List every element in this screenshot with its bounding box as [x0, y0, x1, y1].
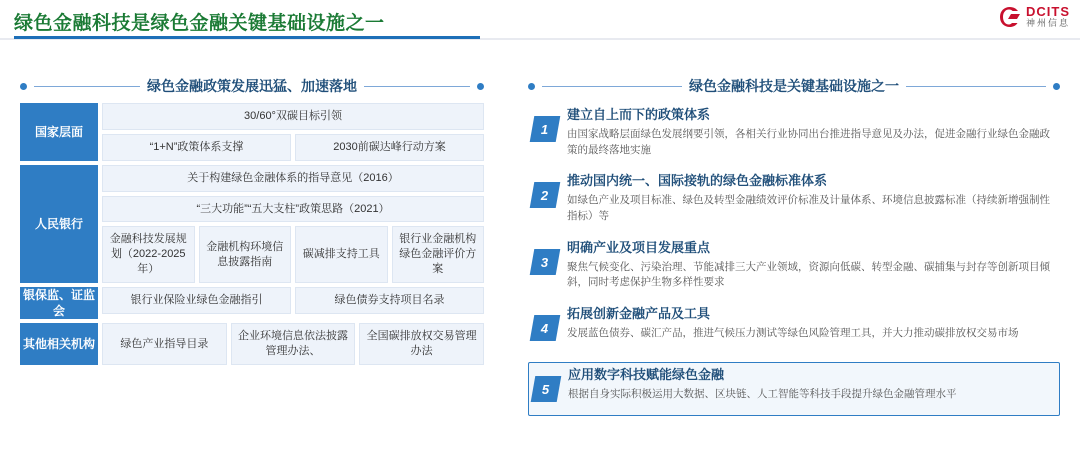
key-point-item[interactable] [528, 169, 1060, 229]
key-point-text [567, 240, 1054, 291]
heading-dot-right-icon [477, 83, 484, 90]
policy-cell-line [102, 226, 484, 283]
policy-cell[interactable]: 绿色债券支持项目名录 [295, 287, 484, 314]
heading-rule-left [542, 86, 682, 87]
heading-rule-right [906, 86, 1046, 87]
policy-row-body [102, 287, 484, 319]
key-point-number-text: 3 [541, 254, 549, 270]
policy-cell-line [102, 165, 484, 192]
key-point-item[interactable] [528, 302, 1060, 356]
key-point-number-badge [530, 116, 561, 142]
brand-name-en: DCITS [1025, 4, 1070, 19]
policy-row-label: 其他相关机构 [20, 323, 98, 365]
page-title: 绿色金融科技是绿色金融关键基础设施之一 [14, 13, 385, 34]
policy-cell-line [102, 103, 484, 130]
policy-cell[interactable]: “三大功能”“五大支柱”政策思路（2021） [102, 196, 484, 223]
policy-row-body [102, 323, 484, 365]
policy-cell[interactable]: 企业环境信息依法披露管理办法、 [231, 323, 356, 365]
policy-cell[interactable]: “1+N”政策体系支撑 [102, 134, 291, 161]
policy-row [20, 103, 484, 161]
policy-row [20, 165, 484, 283]
key-point-number-badge [530, 249, 561, 275]
policy-row-label: 国家层面 [20, 103, 98, 161]
policy-row-label: 银保监、证监会 [20, 287, 98, 319]
key-point-description: 根据自身实际积极运用大数据、区块链、人工智能等科技手段提升绿色金融管理水平 [568, 388, 957, 401]
policy-cell-line [102, 134, 484, 161]
policy-cell-line [102, 196, 484, 223]
heading-dot-left-icon [528, 83, 535, 90]
policy-cell[interactable]: 金融机构环境信息披露指南 [199, 226, 292, 283]
key-point-description: 聚焦气候变化、污染治理、节能减排三大产业领域，资源向低碳、转型金融、碳捕集与封存等创新项目倾斜，同时考虑保护生物多样性要求 [567, 260, 1050, 289]
policy-cell-line [102, 323, 484, 365]
policy-cell[interactable]: 2030前碳达峰行动方案 [295, 134, 484, 161]
key-point-number-text: 5 [542, 381, 550, 397]
policy-cell[interactable]: 30/60°双碳目标引领 [102, 103, 484, 130]
dcits-logo-icon [999, 6, 1021, 28]
key-point-item[interactable] [528, 362, 1060, 416]
key-point-text [567, 173, 1054, 224]
key-point-text [568, 367, 1053, 403]
policy-cell[interactable]: 关于构建绿色金融体系的指导意见（2016） [102, 165, 484, 192]
key-point-item[interactable] [528, 236, 1060, 296]
key-point-title: 拓展创新金融产品及工具 [567, 306, 711, 322]
policy-cell[interactable]: 金融科技发展规划（2022-2025年） [102, 226, 195, 283]
brand-name-cn: 神州信息 [1025, 17, 1070, 28]
policy-cell[interactable]: 银行业金融机构绿色金融评价方案 [392, 226, 485, 283]
policy-cell[interactable]: 绿色产业指导目录 [102, 323, 227, 365]
policy-row-label: 人民银行 [20, 165, 98, 283]
left-section-heading [20, 76, 484, 96]
key-infrastructure-list [528, 103, 1060, 422]
key-point-number-text: 2 [541, 187, 549, 203]
key-point-title: 推动国内统一、国际接轨的绿色金融标准体系 [567, 173, 828, 189]
page-header [0, 0, 1080, 40]
right-section-heading [528, 76, 1060, 96]
policy-row-body [102, 103, 484, 161]
key-point-title: 应用数字科技赋能绿色金融 [568, 367, 725, 383]
policy-row [20, 287, 484, 319]
brand-text [1026, 5, 1070, 28]
key-point-item[interactable] [528, 103, 1060, 163]
policy-matrix [20, 103, 484, 365]
key-point-number-text: 1 [541, 121, 549, 137]
left-heading-text: 绿色金融政策发展迅猛、加速落地 [147, 78, 357, 94]
key-point-description: 如绿色产业及项目标准、绿色及转型金融绩效评价标准及计量体系、环境信息披露标准（持续新增强制性指标）等 [567, 194, 1050, 223]
policy-cell[interactable]: 银行业保险业绿色金融指引 [102, 287, 291, 314]
key-point-description: 由国家战略层面绿色发展纲要引领，各相关行业协同出台推进指导意见及办法，促进金融行业绿色金融政策的最终落地实施 [567, 127, 1050, 156]
key-point-number-badge [530, 182, 561, 208]
key-point-number-text: 4 [541, 320, 549, 336]
policy-cell[interactable]: 全国碳排放权交易管理办法 [359, 323, 484, 365]
key-point-description: 发展蓝色债券、碳汇产品，推进气候压力测试等绿色风险管理工具，并大力推动碳排放权交易市场 [567, 327, 1019, 340]
policy-row-body [102, 165, 484, 283]
heading-dot-left-icon [20, 83, 27, 90]
key-point-number-badge [530, 315, 561, 341]
heading-rule-right [364, 86, 470, 87]
policy-cell-line [102, 287, 484, 314]
key-point-title: 明确产业及项目发展重点 [567, 239, 711, 255]
key-point-text [567, 107, 1054, 158]
key-point-title: 建立自上而下的政策体系 [567, 107, 711, 122]
title-underline [14, 36, 480, 39]
brand-logo-group [999, 5, 1070, 28]
key-point-number-badge [531, 376, 562, 402]
key-point-text [567, 306, 1054, 342]
policy-cell[interactable]: 碳减排支持工具 [295, 226, 388, 283]
policy-row [20, 323, 484, 365]
heading-rule-left [34, 86, 140, 87]
right-heading-text: 绿色金融科技是关键基础设施之一 [689, 78, 899, 94]
heading-dot-right-icon [1053, 83, 1060, 90]
